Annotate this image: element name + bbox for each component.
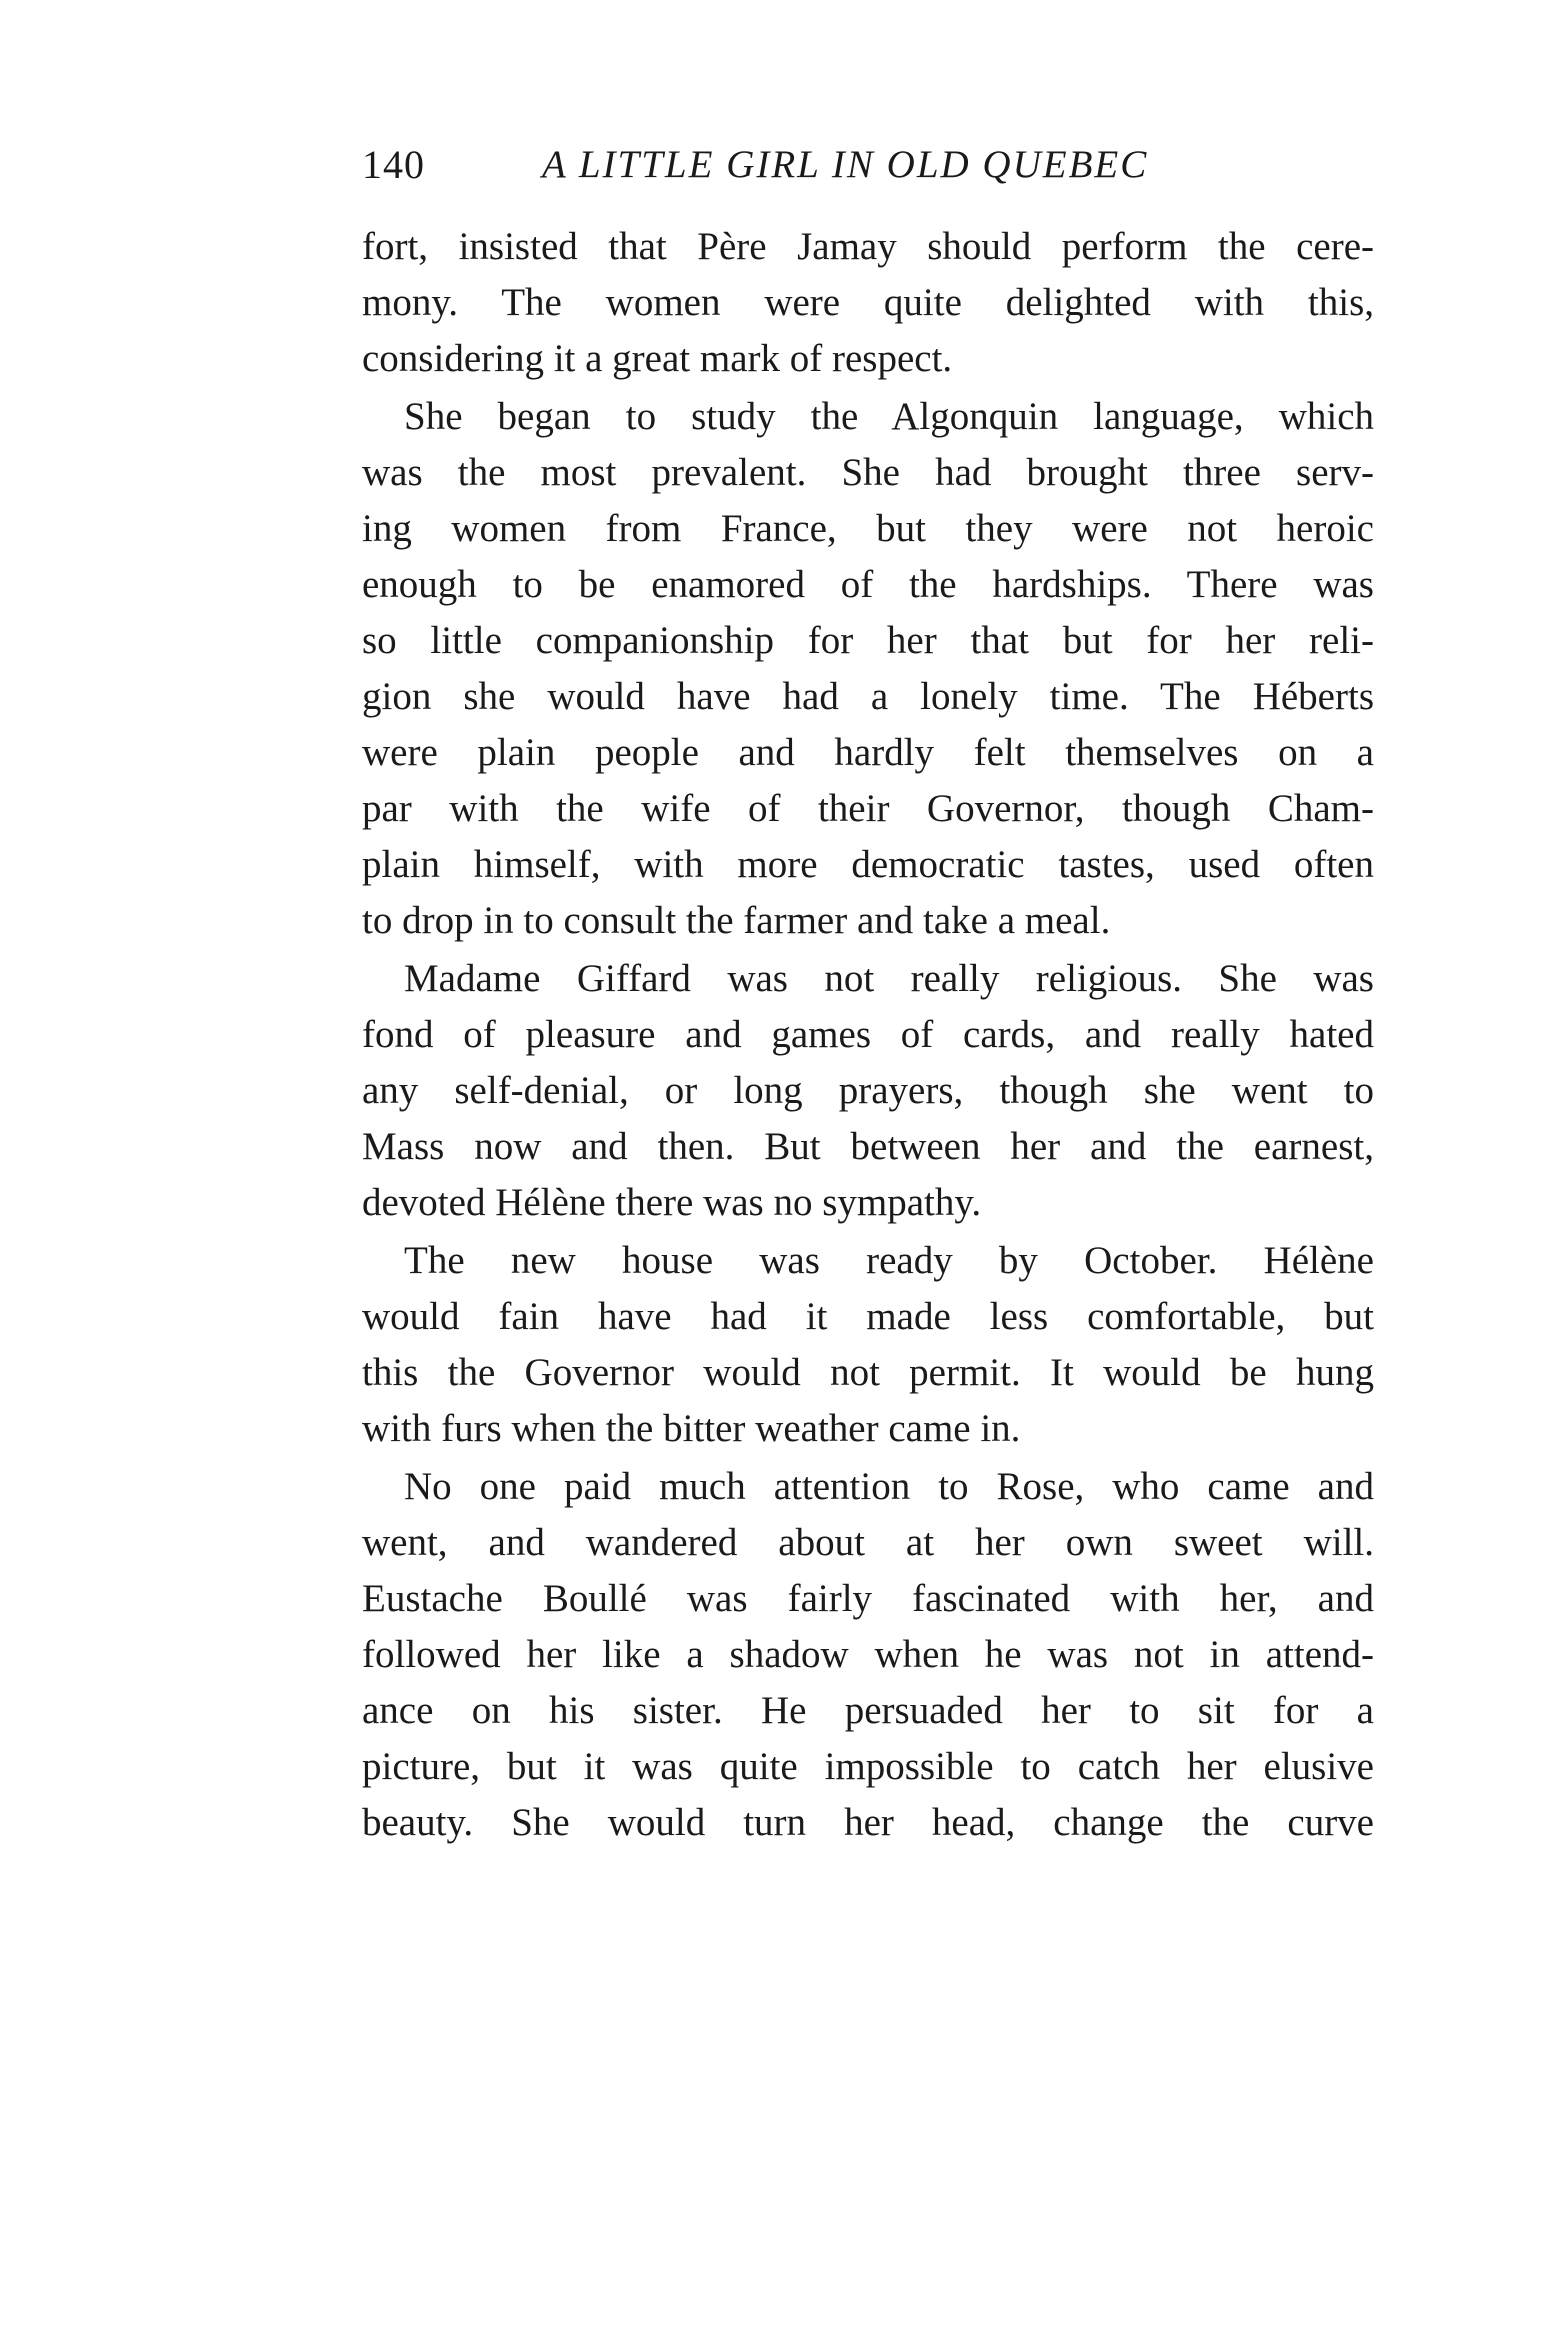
text-line: followed her like a shadow when he was not in attend- (362, 1633, 1374, 1676)
text-line: picture, but it was quite impossible to catch her elusive (362, 1745, 1374, 1788)
text-line: plain himself, with more democratic tastes, used often (362, 843, 1374, 886)
text-line: went, and wandered about at her own sweet will. (362, 1521, 1374, 1564)
text-line: were plain people and hardly felt themselves on a (362, 731, 1374, 774)
text-line: considering it a great mark of respect. (362, 337, 953, 380)
body-text (362, 219, 1374, 1851)
text-line: par with the wife of their Governor, though Cham- (362, 787, 1374, 830)
paragraph (362, 951, 1374, 1231)
text-line: fond of pleasure and games of cards, and really hated (362, 1013, 1374, 1056)
paragraph (362, 389, 1374, 949)
text-line: to drop in to consult the farmer and take a meal. (362, 899, 1111, 942)
text-line: any self-denial, or long prayers, though she went to (362, 1069, 1374, 1112)
text-line: beauty. She would turn her head, change the curve (362, 1801, 1374, 1844)
text-line: so little companionship for her that but for her reli- (362, 619, 1374, 662)
text-line: Mass now and then. But between her and the earnest, (362, 1125, 1374, 1168)
page-number: 140 (362, 142, 425, 187)
text-line: devoted Hélène there was no sympathy. (362, 1181, 982, 1224)
text-line: gion she would have had a lonely time. The Héberts (362, 675, 1374, 718)
text-line: enough to be enamored of the hardships. There was (362, 563, 1374, 606)
text-line: Eustache Boullé was fairly fascinated with her, and (362, 1577, 1374, 1620)
text-line: Madame Giffard was not really religious. She was (404, 957, 1374, 1000)
text-line: this the Governor would not permit. It would be hung (362, 1351, 1374, 1394)
page-header (362, 135, 1374, 195)
paragraph (362, 1459, 1374, 1851)
text-line: fort, insisted that Père Jamay should perform the cere- (362, 225, 1374, 268)
text-line: ance on his sister. He persuaded her to sit for a (362, 1689, 1374, 1732)
text-line: mony. The women were quite delighted with this, (362, 281, 1374, 324)
text-line: would fain have had it made less comfortable, but (362, 1295, 1374, 1338)
text-line: No one paid much attention to Rose, who came and (404, 1465, 1374, 1508)
text-line: She began to study the Algonquin language, which (404, 395, 1374, 438)
running-head: A LITTLE GIRL IN OLD QUEBEC (542, 143, 1149, 186)
text-line: ing women from France, but they were not heroic (362, 507, 1374, 550)
paragraph (362, 1233, 1374, 1457)
paragraph (362, 219, 1374, 387)
text-line: with furs when the bitter weather came in. (362, 1407, 1021, 1450)
text-line: was the most prevalent. She had brought three serv- (362, 451, 1374, 494)
text-line: The new house was ready by October. Hélène (404, 1239, 1374, 1282)
